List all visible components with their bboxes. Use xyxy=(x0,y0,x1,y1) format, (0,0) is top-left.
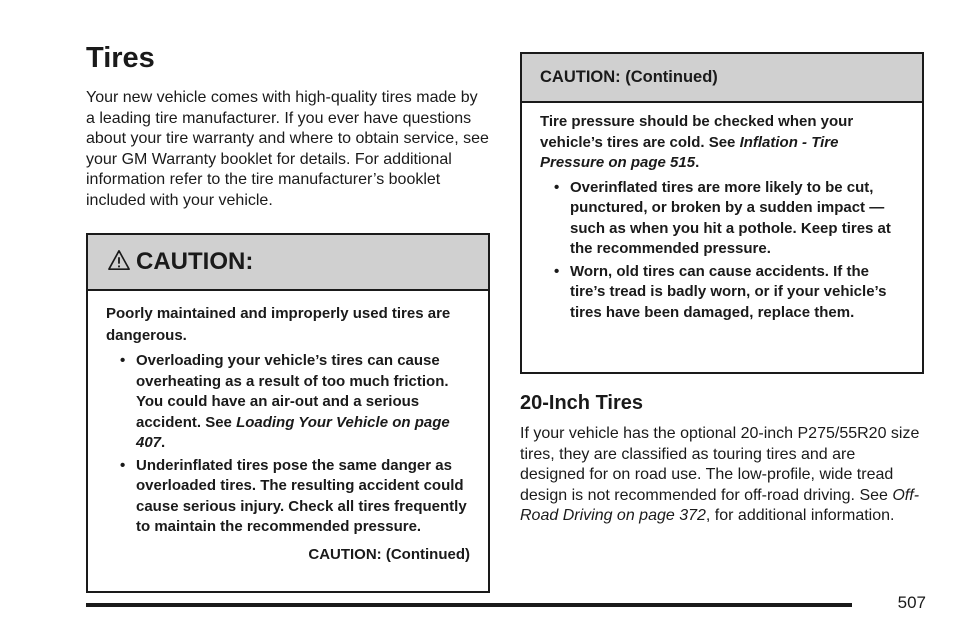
caution-header xyxy=(88,235,488,291)
intro-paragraph: Your new vehicle comes with high-quality tires made by a leading tire manufacturer. If you ever have questions about your tire warranty and where to obtain service, see your GM Warranty booklet for details. For additional information refer to the tire manufacturer’s booklet included with your vehicle. xyxy=(86,89,489,209)
caution-continued-lead xyxy=(540,112,906,174)
right-column xyxy=(520,52,924,527)
bullet-text: Worn, old tires can cause accidents. If the tire’s tread is badly worn, or if your vehicle’s tires have been damaged, replace them. xyxy=(570,262,887,321)
warning-triangle-icon xyxy=(108,249,130,271)
lead-text-end: . xyxy=(695,154,700,171)
page-reference-link[interactable]: Inflation - Tire Pressure on page 515 xyxy=(540,133,839,171)
caution-continued-bullet-list xyxy=(540,178,906,324)
caution-bullet-item xyxy=(554,178,906,260)
lead-text: Tire pressure should be checked when your vehicle’s tires are cold. See xyxy=(540,113,854,151)
bullet-text: Underinflated tires pose the same danger as overloaded tires. The resulting accident could cause serious injury. Check all tires frequently to maintain the recommended pressure. xyxy=(136,456,467,535)
page-reference-link[interactable]: Off-Road Driving on page 372 xyxy=(520,486,920,524)
page-reference-link[interactable]: Loading Your Vehicle on page 407 xyxy=(136,413,450,451)
caution-box xyxy=(86,233,490,593)
bullet-mark: • xyxy=(120,352,126,369)
footer-rule xyxy=(86,603,852,607)
bullet-mark: • xyxy=(120,456,126,474)
caution-bullet-item xyxy=(120,456,470,538)
twenty-inch-tires-paragraph xyxy=(520,424,924,527)
caution-body xyxy=(88,291,488,563)
caution-bullet-list xyxy=(106,351,470,538)
caution-continued-header xyxy=(522,54,922,103)
caution-continued-label: CAUTION: (Continued) xyxy=(308,545,470,563)
caution-bullet-item xyxy=(554,262,906,324)
subsection-title: 20-Inch Tires xyxy=(520,392,644,414)
caution-lead: Poorly maintained and improperly used tires are dangerous. xyxy=(106,305,451,344)
caution-continued-heading: CAUTION: (Continued) xyxy=(540,68,718,86)
bullet-text-end: . xyxy=(161,434,166,451)
bullet-text: Overloading your vehicle’s tires can cause overheating as a result of too much friction. You could have an air-out and a serious accident. See xyxy=(136,352,449,431)
left-column xyxy=(86,40,490,593)
bullet-text: Overinflated tires are more likely to be cut, punctured, or broken by a sudden impact — such as when you hit a pothole. Keep tires at the recommended pressure. xyxy=(570,178,891,257)
bullet-mark: • xyxy=(554,178,560,196)
caution-bullet-item xyxy=(120,351,470,454)
para-text-end: , for additional information. xyxy=(705,507,895,524)
page-number: 507 xyxy=(897,593,926,612)
caution-continued-body xyxy=(522,103,922,323)
bullet-mark: • xyxy=(554,262,560,280)
caution-continued-box xyxy=(520,52,924,374)
caution-heading: CAUTION: xyxy=(136,248,254,275)
section-title: Tires xyxy=(86,42,155,74)
para-text: If your vehicle has the optional 20-inch P275/55R20 size tires, they are classified as touring tires and are designed for on road use. The low-profile, wide tread design is not recommended for off-road driving. See xyxy=(520,425,920,504)
